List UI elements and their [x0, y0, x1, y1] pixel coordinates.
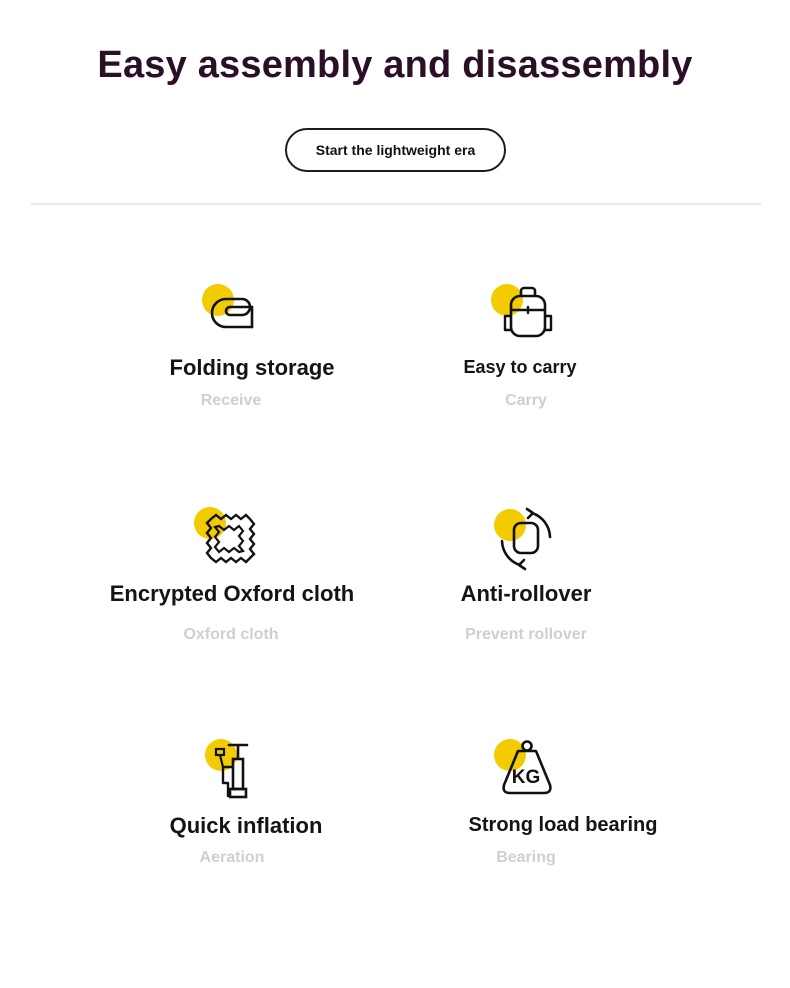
feature-title: Strong load bearing — [468, 814, 658, 836]
divider — [31, 203, 761, 205]
folding-roll-icon — [198, 282, 262, 346]
feature-title: Quick inflation — [169, 813, 323, 838]
feature-subtitle: Prevent rollover — [465, 626, 587, 643]
air-pump-icon — [203, 737, 267, 801]
feature-title: Folding storage — [169, 355, 335, 380]
kg-weight-icon — [492, 737, 556, 801]
feature-subtitle: Bearing — [496, 849, 556, 866]
feature-subtitle: Carry — [505, 392, 547, 409]
page-title: Easy assembly and disassembly — [97, 44, 693, 86]
svg-text:KG: KG — [511, 767, 541, 788]
fabric-swatch-icon — [192, 505, 256, 569]
feature-title: Easy to carry — [463, 357, 577, 377]
start-lightweight-era-button[interactable]: Start the lightweight era — [285, 128, 506, 172]
feature-subtitle: Receive — [200, 392, 262, 409]
backpack-icon — [488, 282, 552, 346]
feature-title: Encrypted Oxford cloth — [109, 581, 355, 606]
feature-subtitle: Aeration — [199, 849, 265, 866]
feature-title: Anti-rollover — [460, 581, 592, 606]
rotate-icon — [492, 507, 556, 571]
feature-subtitle: Oxford cloth — [183, 626, 279, 643]
